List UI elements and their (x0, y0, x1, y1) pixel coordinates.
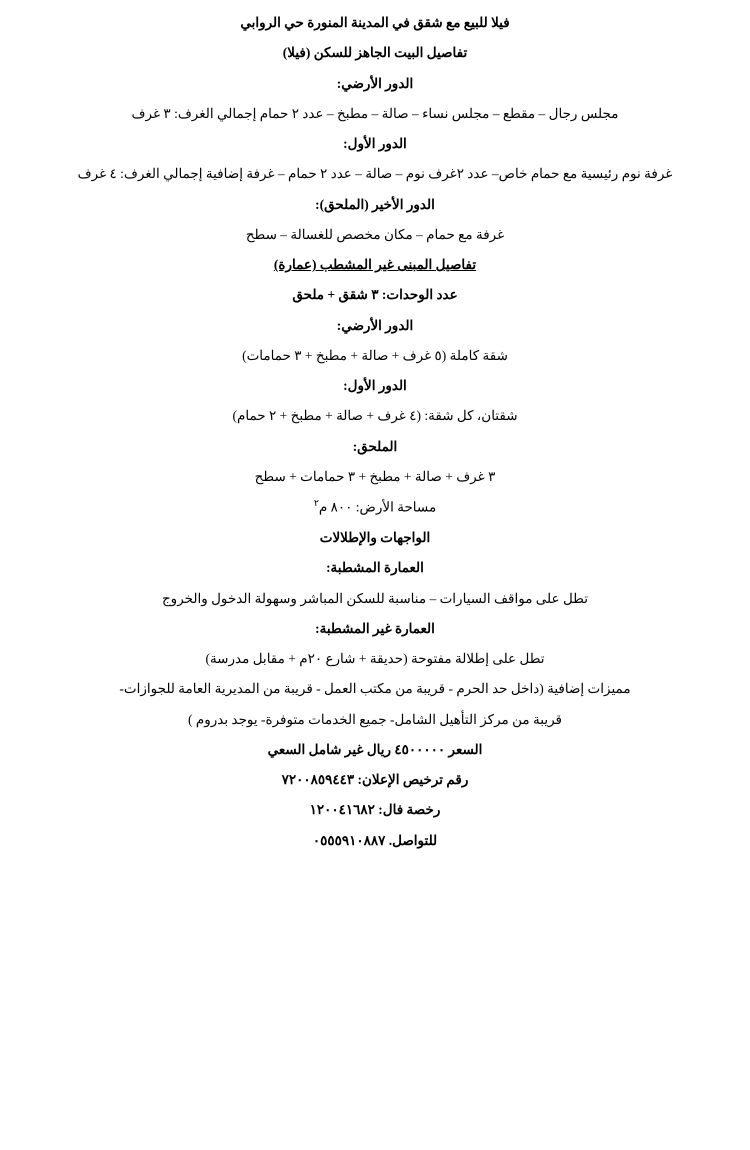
text-first-floor-building: شقتان، كل شقة: (٤ غرف + صالة + مطبخ + ٢ حمام) (232, 408, 518, 424)
land-area-base: مساحة الأرض: ٨٠٠ م (318, 499, 437, 515)
heading-first-floor-building: الدور الأول: (343, 378, 407, 394)
heading-ground-floor-building: الدور الأرضي: (336, 317, 414, 333)
text-price: السعر ٤٥٠٠٠٠٠ ريال غير شامل السعي (267, 741, 483, 757)
text-fal-license-number: رخصة فال: ١٢٠٠٤١٦٨٢ (309, 802, 441, 818)
heading-ground-floor-villa: الدور الأرضي: (336, 75, 414, 91)
text-first-floor-villa: غرفة نوم رئيسية مع حمام خاص– عدد ٢غرف نوم – صالة – عدد ٢ حمام – غرفة إضافية إجمالي الغرف: ٤ غرف (77, 166, 673, 182)
text-land-area (38, 498, 712, 516)
document-title: فيلا للبيع مع شقق في المدينة المنورة حي الروابي (240, 15, 510, 30)
heading-units-count: عدد الوحدات: ٣ شقق + ملحق (292, 287, 458, 303)
heading-unfinished-building: العمارة غير المشطبة: (315, 620, 435, 636)
section-heading-villa-details: تفاصيل البيت الجاهز للسكن (فيلا) (282, 45, 468, 61)
heading-top-floor-annex: الدور الأخير (الملحق): (315, 196, 435, 212)
heading-finished-building: العمارة المشطبة: (326, 560, 424, 576)
section-heading-unfinished-building: تفاصيل المبنى غير المشطب (عمارة) (273, 257, 477, 273)
land-area-superscript: ٢ (313, 499, 319, 510)
text-ground-floor-villa: مجلس رجال – مقطع – مجلس نساء – صالة – مطبخ – عدد ٢ حمام إجمالي الغرف: ٣ غرف (131, 105, 619, 121)
text-ad-license-number: رقم ترخيص الإعلان: ٧٢٠٠٨٥٩٤٤٣ (281, 772, 469, 788)
text-extra-features-line2: قريبة من مركز التأهيل الشامل- جميع الخدمات متوفرة- يوجد بدروم ) (188, 711, 562, 727)
text-top-floor-annex: غرفة مع حمام – مكان مخصص للغسالة – سطح (245, 226, 505, 242)
text-unfinished-building-view: تطل على إطلالة مفتوحة (حديقة + شارع ٢٠م + مقابل مدرسة) (205, 651, 545, 667)
text-contact-number: للتواصل. ٠٥٥٥٩١٠٨٨٧ (312, 832, 438, 848)
text-annex: ٣ غرف + صالة + مطبخ + ٣ حمامات + سطح (254, 468, 496, 484)
text-extra-features-line1: مميزات إضافية (داخل حد الحرم - قريبة من مكتب العمل - قريبة من المديرية العامة للجوازات- (119, 681, 631, 697)
text-ground-floor-building: شقة كاملة (٥ غرف + صالة + مطبخ + ٣ حمامات) (242, 347, 508, 363)
text-finished-building-view: تطل على مواقف السيارات – مناسبة للسكن المباشر وسهولة الدخول والخروج (161, 590, 589, 606)
heading-first-floor-villa: الدور الأول: (343, 136, 407, 152)
section-heading-facades: الواجهات والإطلالات (319, 530, 431, 546)
heading-annex: الملحق: (352, 438, 398, 454)
